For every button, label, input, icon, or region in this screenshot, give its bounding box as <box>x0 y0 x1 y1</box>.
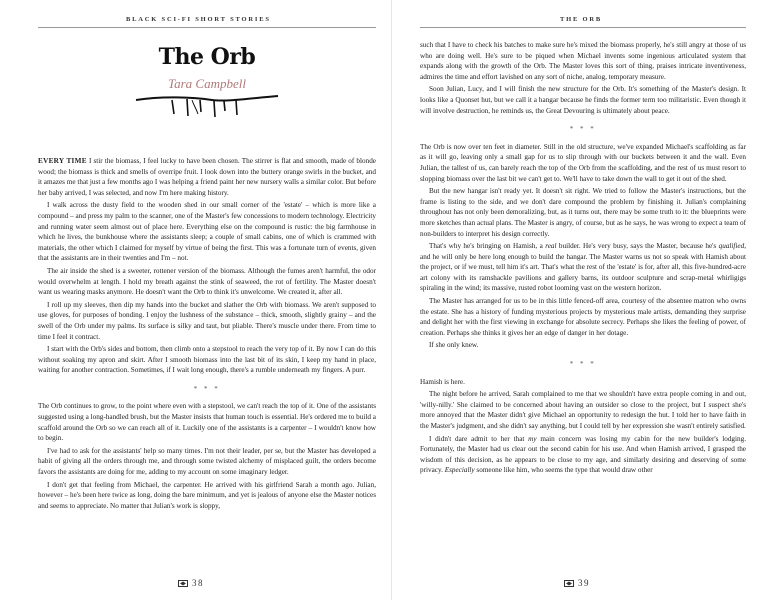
paragraph: But the new hangar isn't ready yet. It doesn't sit right. We tried to follow the Master's instructions, but the frame is listing to the side, and we don't dare compound the problem by finishing it. Julian's complaining throughout has not only been demoralizing, but, as it turns out, there may be some truth to it: the blueprints were more sketches than actual plans. The Master is angry, of course, but as he says, he was wrong to expect a team of non-builders to interpret his design correctly. <box>420 187 746 238</box>
paragraph: Soon Julian, Lucy, and I will finish the new structure for the Orb. It's something of the Master's design. It looks like a Quonset hut, but we call it a hangar because he finds the former term too militaristic. Even though it will involve destruction, he reminds us, the Great Devouring is ultimately about peace. <box>420 85 746 115</box>
paragraph: I've had to ask for the assistants' help so many times. I'm not their leader, per se, but the Master has developed a habit of giving all the orders through me, and through some twisted alchemy of misplaced guilt, the orders become favors the assistants are doing for me, adding to my account on some imaginary ledger. <box>38 446 376 477</box>
page-number: 38 <box>192 578 204 588</box>
lead-words: EVERY TIME <box>38 157 87 165</box>
title-block <box>38 44 376 118</box>
story-title: The Orb <box>158 44 256 70</box>
paragraph: I walk across the dusty field to the wooden shed in our small corner of the 'estate' – which is more like a compound – and press my palm to the scanner, one of the Master's few concessions to modern technology. Electricity and running water seem almost out of place here. Everything else on the compound is rustic: the big farmhouse in which he lives, the bunkhouse where the assistants sleep; a couple of small cabins, one of which is crammed with materials, the other which I claimed for myself by virtue of being the first. This was a fortunate turn of events, given that the assistants are in their twenties and I'm – not. <box>38 201 376 263</box>
right-page <box>392 0 784 600</box>
header-rule <box>38 27 376 28</box>
left-body-text <box>38 156 376 513</box>
paragraph: I don't get that feeling from Michael, the carpenter. He arrived with his girlfriend Sarah a month ago. Julian, however – he's been here twice as long, doing the bare minimum, and yet is jealous of anyone else the Master notices and seems to appreciate. No matter that Julian's work is sloppy, <box>38 480 376 510</box>
header-rule <box>420 27 746 28</box>
paragraph: The air inside the shed is a sweeter, rottener version of the biomass. Although the fumes aren't harmful, the odor would overwhelm at length. I hold my breath against the stink of seaweed, the rot of fertility. The Master doesn't want us wearing masks anymore. He doesn't want the Orb to think it's unwelcome. We created it, after all. <box>38 266 376 297</box>
paragraph: The night before he arrived, Sarah complained to me that we shouldn't have extra people coming in and out, 'willy-nilly.' She claimed to be concerned about having an outsider so close to the project, but I suspect she's more annoyed that the Master didn't give Michael an opportunity to redesign the hut. I told her to have faith in the Master's judgment, and she didn't say anything, but I could tell by her expression she wasn't entirely satisfied. <box>420 390 746 430</box>
paragraph: such that I have to check his batches to make sure he's mixed the biomass properly, he's still angry at those of us who are doing well. He's sure to be piqued when Michael invents some ingenious articulated system that expands along with the growth of the Orb. The Master loves this sort of thing, praises intricate inventiveness, admires the time and effort lavished on any sort of niche, analog, temporary measure. <box>420 41 746 81</box>
ornament-icon <box>564 580 574 587</box>
page-number-left <box>178 578 204 588</box>
author-name: Tara Campbell <box>168 76 246 91</box>
ornament-icon <box>178 580 188 587</box>
right-body-text <box>420 40 746 478</box>
paragraph: The Master has arranged for us to be in this little fenced-off area, courtesy of the absentee matron who owns the estate. She has a history of funding mysterious projects by mysterious male artists, demanding they surprise and delight her with the first viewing in exchange for absolute secrecy. Perhaps she likes the feeling of power, of creation. Perhaps she thinks it gives her an edge of danger in her dotage. <box>420 297 746 337</box>
paragraph: Hamish is here. <box>420 377 465 386</box>
running-head-right: THE ORB <box>560 16 603 23</box>
paragraph: If she only knew. <box>429 341 479 350</box>
paragraph: The Orb is now over ten feet in diameter. Still in the old structure, we've expanded Michael's scaffolding as far as it will go, leaving only a small gap for us to slip through with our buckets between it and the wall. Even Julian, the tallest of us, can barely reach the top of the Orb from the scaffolding, and the rest of us must resort to slopping biomass over the last bit we can't get to. We'll have to take down the wall to get it out of the shed. <box>420 142 746 183</box>
page-number: 39 <box>578 578 590 588</box>
section-separator: * * * <box>569 360 597 369</box>
paragraph: The Orb continues to grow, to the point where even with a stepstool, we can't reach the top of it. One of the assistants suggested using a long-handled brush, but the Master insists that human touch is essential. He's ordered me to build a scaffold around the Orb so we can reach all of it. Luckily one of the assistants is a carpenter – I wouldn't know how to begin. <box>38 402 376 443</box>
paragraph: I didn't dare admit to her that my main concern was losing my cabin for the new builder's lodging. Fortunately, the Master had us clear out the second cabin for his use. And when Hamish arrived, I grasped the wisdom of this decision, as he appears to be close to my age, and similarly desiring and deserving of some privacy. Especially someone like him, who seems the type that would draw other <box>420 434 746 475</box>
section-separator: * * * <box>569 125 597 134</box>
section-separator: * * * <box>193 384 221 393</box>
paragraph: EVERY TIME I stir the biomass, I feel lucky to have been chosen. The stirrer is flat and smooth, made of blonde wood; the biomass is thick and smells of overripe fruit. I look down into the buttery orange swirls in the bucket, and it amazes me that just a few months ago I was helping a friend paint her new nursery walls a similar color. But before her baby arrived, I was selected, and now I'm here making history. <box>38 157 376 197</box>
running-head-left: BLACK SCI-FI SHORT STORIES <box>126 16 271 23</box>
decorative-swash-icon <box>132 94 282 118</box>
paragraph: I start with the Orb's sides and bottom, then climb onto a stepstool to reach the very top of it. By now I can do this without soaking my apron and skirt. After I smooth biomass into the last bit of its skin, I keep my hand in place, waiting for another contraction. Sometimes, if I wait long enough, there's a rumble underneath my fingers. A purr. <box>38 345 376 375</box>
paragraph: I roll up my sleeves, then dip my hands into the bucket and slather the Orb with biomass. We aren't supposed to use gloves, for purposes of bonding. I enjoy the lushness of the substance – thick, smooth, slightly grainy – and the swell of the Orb under my palms. Its surface is silky and taut, but pliable. There's muscle under there. From time to time I feel it contract. <box>38 300 376 341</box>
page-number-right <box>564 578 590 588</box>
paragraph: That's why he's bringing on Hamish, a real builder. He's very busy, says the Master, because he's qualified, and he will only be here long enough to build the hangar. The Master warns us not so speak with Hamish about the project, or if we must, tell him it's art. That's what the rest of the 'estate' is for, after all, this five-hundred-acre art colony with its ramshackle pavilions and gallery barns, its outdoor sculpture and scrap-metal whirligigs spiraling in the wind; its massive, rusted robot looming vast on the western horizon. <box>420 242 746 293</box>
